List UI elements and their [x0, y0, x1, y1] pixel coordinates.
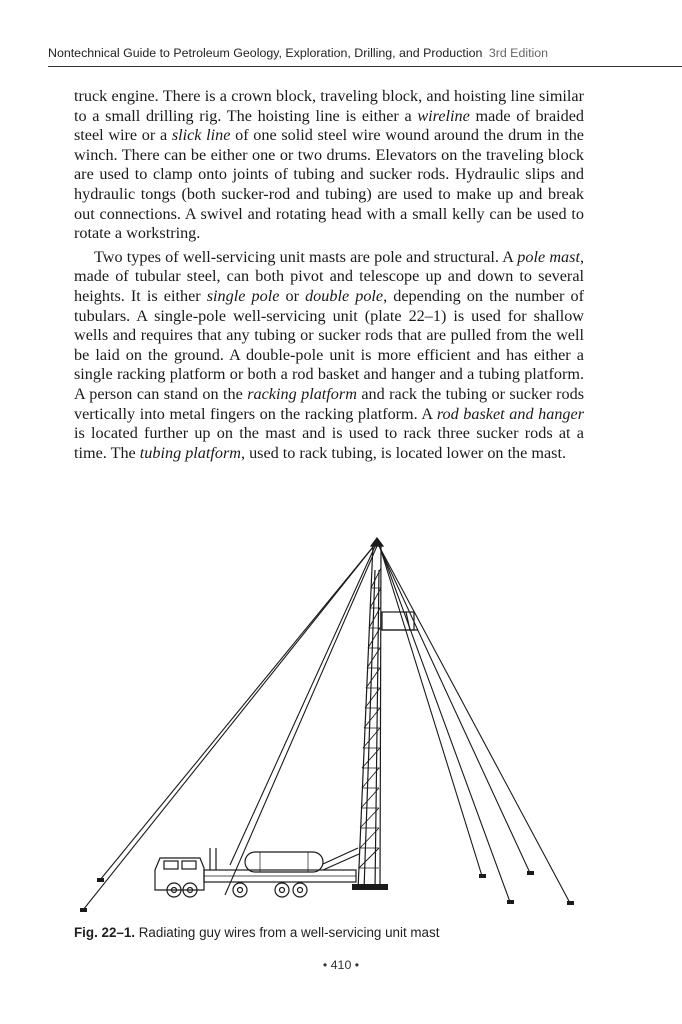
term-tubing-platform: tubing platform [139, 443, 241, 462]
running-header [48, 46, 682, 60]
term-wireline: wireline [417, 106, 470, 125]
header-rule [48, 66, 682, 67]
term-single-pole: single pole [206, 286, 280, 305]
term-slick-line: slick line [171, 126, 231, 145]
body-text [74, 87, 584, 463]
page-number: • 410 • [322, 958, 360, 972]
edition-label: 3rd Edition [488, 46, 549, 60]
term-pole-mast: pole mast [517, 247, 580, 266]
mast [352, 538, 418, 890]
paragraph-1: truck engine. There is a crown block, traveling block, and hoisting line similar to a small drilling rig. The hoisting line is either a wireline made of braided steel wire or a slick line of one solid steel wire wound around the drum in the winch. There can be either one or two drums. Elevators on the traveling block are used to clamp onto joints of tubing and sucker rods. Hydraulic slips and hydraulic tongs (both sucker-rod and tubing) are used to make up and break out connections. A swivel and rotating head with a small kelly can be used to rotate a workstring. [74, 87, 585, 243]
term-double-pole: double pole [305, 286, 384, 305]
mast-illustration [70, 530, 590, 922]
figure-number: Fig. 22–1. [74, 925, 136, 940]
book-title: Nontechnical Guide to Petroleum Geology, Exploration, Drilling, and Production [48, 46, 483, 60]
term-rod-basket-and-hanger: rod basket and hanger [436, 404, 584, 423]
ground-anchors [80, 871, 574, 912]
figure-caption [74, 925, 634, 940]
figure-caption-text: Radiating guy wires from a well-servicing unit mast [138, 925, 440, 940]
service-truck [155, 848, 359, 897]
term-racking-platform: racking platform [247, 384, 357, 403]
guy-wires [83, 542, 570, 910]
paragraph-2: Two types of well-servicing unit masts are pole and structural. A pole mast, made of tubular steel, can both pivot and telescope up and down to several heights. It is either single pole or double pole, depending on the number of tubulars. A single-pole well-servicing unit (plate 22–1) is used for shallow wells and requires that any tubing or sucker rods that are pulled from the well be laid on the ground. A double-pole unit is more efficient and has either a single racking platform or both a rod basket and hanger and a tubing platform. A person can stand on the racking platform and rack the tubing or sucker rods vertically into metal fingers on the racking platform. A rod basket and hanger is located further up on the mast and is used to rack three sucker rods at a time. The tubing platform, used to rack tubing, is located lower on the mast. [74, 247, 584, 462]
